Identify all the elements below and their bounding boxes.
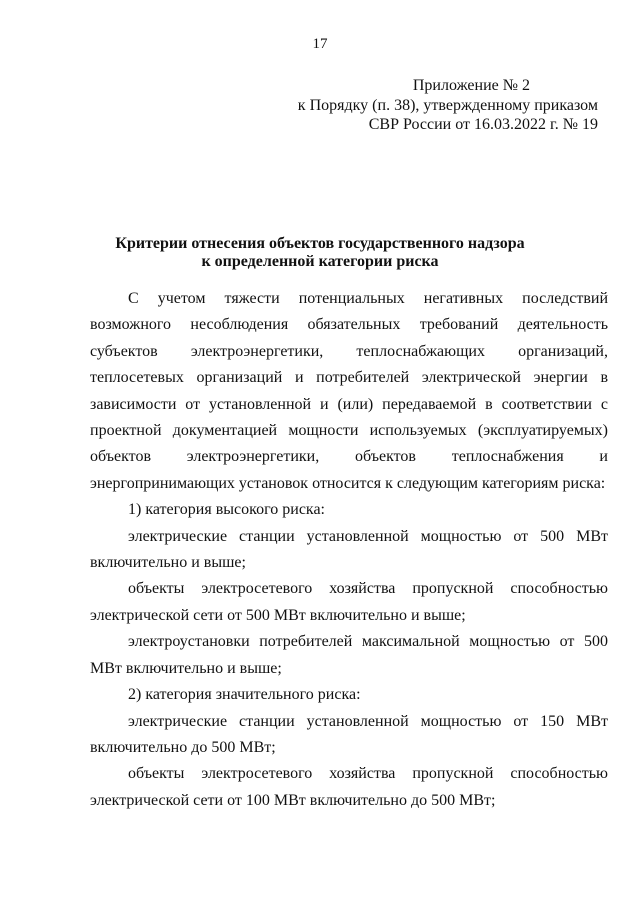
- appendix-header: [298, 76, 598, 135]
- appendix-order: СВР России от 16.03.2022 г. № 19: [368, 116, 598, 133]
- document-body: [90, 286, 608, 814]
- title-line-1: Критерии отнесения объектов государственного надзора: [115, 235, 525, 252]
- appendix-number: Приложение № 2: [412, 77, 530, 94]
- intro-paragraph: С учетом тяжести потенциальных негативных последствий возможного несоблюдения обязательных требований деятельность субъектов электроэнергетики, теплоснабжающих организаций, теплосетевых организаций и потребителей электрической энергии в зависимости от установленной и (или) передаваемой в соответствии с проектной документацией мощности используемых (эксплуатируемых) объектов электроэнергетики, объектов теплоснабжения и энергопринимающих установок относится к следующим категориям риска:: [90, 290, 608, 492]
- title-line-2: к определенной категории риска: [201, 253, 439, 270]
- list-item: электрические станции установленной мощностью от 500 МВт включительно и выше;: [90, 527, 608, 572]
- list-item: объекты электросетевого хозяйства пропускной способностью электрической сети от 500 МВт включительно и выше;: [90, 580, 608, 624]
- list-item: объекты электросетевого хозяйства пропускной способностью электрической сети от 100 МВт включительно до 500 МВт;: [90, 765, 608, 809]
- document-title: [60, 235, 580, 271]
- category-significant-heading: 2) категория значительного риска:: [128, 686, 361, 704]
- page-number: 17: [312, 36, 328, 52]
- list-item: электрические станции установленной мощностью от 150 МВт включительно до 500 МВт;: [90, 712, 608, 756]
- category-high-heading: 1) категория высокого риска:: [128, 501, 325, 519]
- appendix-reference: к Порядку (п. 38), утвержденному приказом: [297, 96, 598, 114]
- list-item: электроустановки потребителей максимальной мощностью от 500 МВт включительно и выше;: [90, 633, 608, 677]
